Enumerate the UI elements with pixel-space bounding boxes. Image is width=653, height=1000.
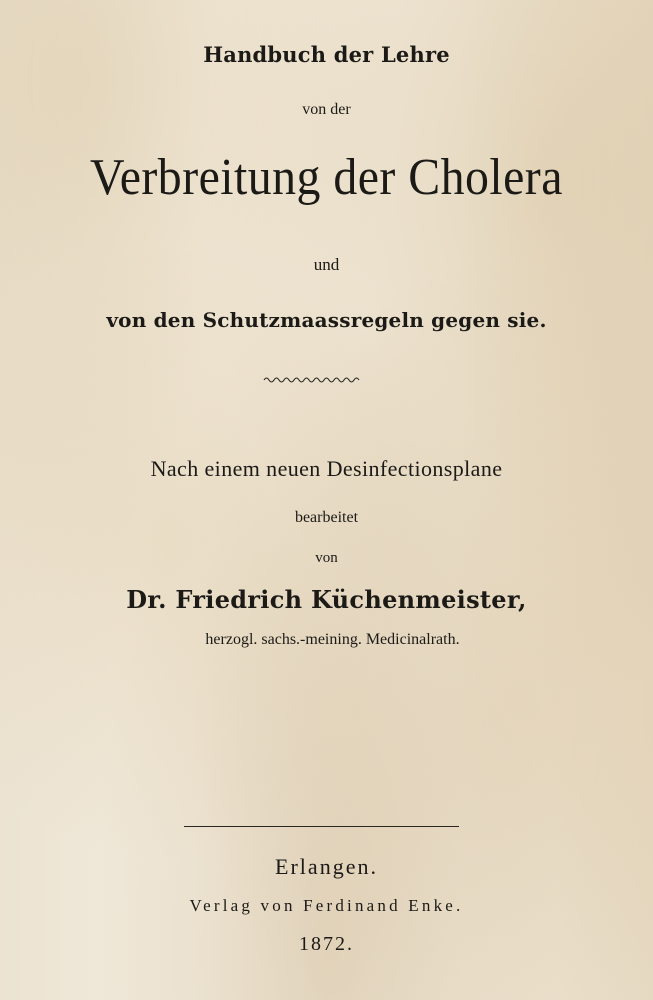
- main-title: Verbreitung der Cholera: [90, 149, 563, 206]
- author-name: Dr. Friedrich Küchenmeister,: [126, 585, 527, 614]
- subtitle: von den Schutzmaassregeln gegen sie.: [106, 308, 547, 332]
- header-line: Handbuch der Lehre: [203, 42, 450, 67]
- connector-von-der: von der: [302, 101, 351, 118]
- wavy-ornament-icon: [263, 374, 361, 386]
- von-line: von: [315, 550, 338, 566]
- publication-year: 1872.: [299, 933, 354, 955]
- connector-und: und: [313, 255, 340, 274]
- horizontal-rule: [184, 826, 459, 827]
- bearbeitet-line: bearbeitet: [294, 509, 359, 526]
- publisher-line: Verlag von Ferdinand Enke.: [189, 896, 464, 915]
- author-title: herzogl. sachs.-meining. Medicinalrath.: [205, 631, 460, 648]
- method-line: Nach einem neuen Desinfectionsplane: [150, 456, 503, 481]
- publication-place: Erlangen.: [275, 854, 378, 879]
